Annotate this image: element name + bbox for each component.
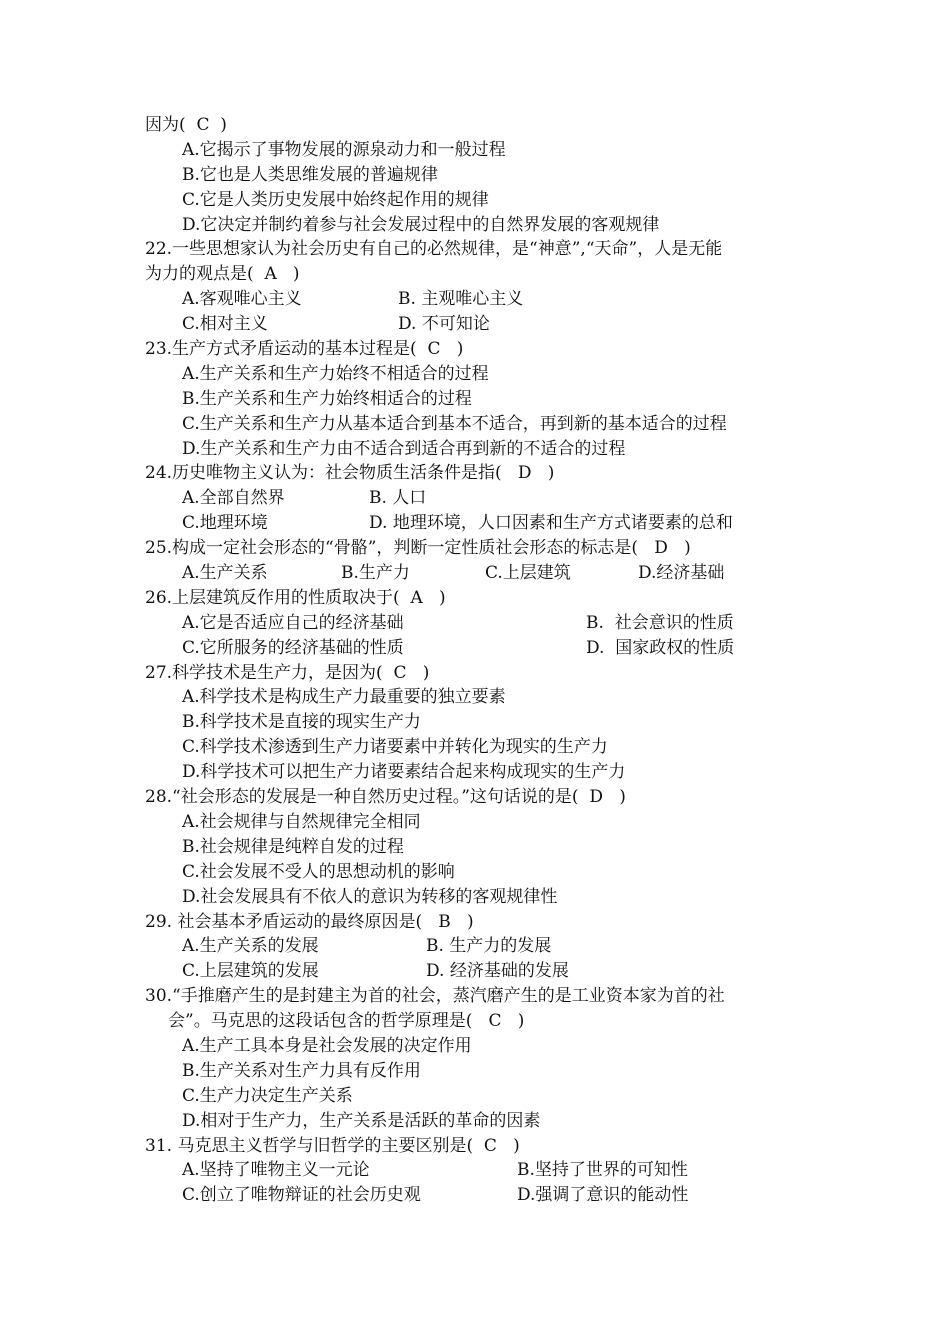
option-c: C.相对主义 xyxy=(182,314,268,335)
question-25-options-row xyxy=(145,561,825,586)
option-a: A.客观唯心主义 xyxy=(182,289,302,310)
option-d: D.强调了意识的能动性 xyxy=(517,1185,689,1206)
option-c: C.它所服务的经济基础的性质 xyxy=(182,637,404,658)
question-list xyxy=(145,113,825,1208)
question-29-stem: 29. 社会基本矛盾运动的最终原因是( B ) xyxy=(145,911,474,932)
question-24-options-row-2 xyxy=(145,511,825,536)
question-24-options-row-1 xyxy=(145,486,825,511)
option-a: A.坚持了唯物主义一元论 xyxy=(182,1160,370,1181)
option-d: D.生产关系和生产力由不适合到适合再到新的不适合的过程 xyxy=(182,438,626,459)
option-a: A.生产关系 xyxy=(182,563,268,584)
question-stem-continuation: 因为( C ) xyxy=(145,115,227,135)
option-a: A.科学技术是构成生产力最重要的独立要素 xyxy=(182,687,506,708)
option-b: B. 主观唯心主义 xyxy=(398,289,524,310)
option-b: B. 生产力的发展 xyxy=(426,936,552,957)
option-c: C.科学技术渗透到生产力诸要素中并转化为现实的生产力 xyxy=(182,737,608,758)
question-22-options-row-1 xyxy=(145,287,825,312)
option-a: A.它是否适应自己的经济基础 xyxy=(182,612,404,633)
question-26-options-row-1 xyxy=(145,611,825,636)
option-c: C.它是人类历史发展中始终起作用的规律 xyxy=(182,189,489,210)
option-a: A.社会规律与自然规律完全相同 xyxy=(182,811,421,832)
option-b: B.生产关系对生产力具有反作用 xyxy=(182,1060,421,1081)
option-b: B.生产力 xyxy=(341,563,410,584)
option-b: B. 人口 xyxy=(369,488,427,509)
option-b: B.坚持了世界的可知性 xyxy=(517,1160,688,1181)
option-c: C.上层建筑的发展 xyxy=(182,961,319,982)
question-30-stem: 30.“手推磨产生的是封建主为首的社会，蒸汽磨产生的是工业资本家为首的社 xyxy=(145,986,725,1007)
option-a: A.生产工具本身是社会发展的决定作用 xyxy=(182,1035,472,1056)
option-c: C.上层建筑 xyxy=(485,563,571,584)
question-24-stem: 24.历史唯物主义认为：社会物质生活条件是指( D ) xyxy=(145,463,555,484)
option-c: C.创立了唯物辩证的社会历史观 xyxy=(182,1185,421,1206)
question-25-stem: 25.构成一定社会形态的“骨骼”，判断一定性质社会形态的标志是( D ) xyxy=(145,538,691,559)
option-b: B.它也是人类思维发展的普遍规律 xyxy=(182,164,438,185)
option-d: D.它决定并制约着参与社会发展过程中的自然界发展的客观规律 xyxy=(182,214,660,235)
option-d: D. 经济基础的发展 xyxy=(426,961,569,982)
option-a: A.生产关系的发展 xyxy=(182,936,319,957)
question-22-stem-continuation: 为力的观点是( A ) xyxy=(145,264,300,285)
question-26-options-row-2 xyxy=(145,636,825,661)
option-b: B.生产关系和生产力始终相适合的过程 xyxy=(182,388,472,409)
option-b: B. 社会意识的性质 xyxy=(586,612,734,633)
option-d: D.社会发展具有不依人的意识为转移的客观规律性 xyxy=(182,886,558,907)
option-b: B.社会规律是纯粹自发的过程 xyxy=(182,836,404,857)
option-d: D. 地理环境，人口因素和生产方式诸要素的总和 xyxy=(369,513,733,534)
option-d: D.经济基础 xyxy=(638,563,725,584)
question-27-stem: 27.科学技术是生产力，是因为( C ) xyxy=(145,662,430,683)
question-28-stem: 28.“社会形态的发展是一种自然历史过程。”这句话说的是( D ) xyxy=(145,787,626,808)
option-d: D. 国家政权的性质 xyxy=(586,637,735,658)
option-d: D.科学技术可以把生产力诸要素结合起来构成现实的生产力 xyxy=(182,762,626,783)
option-c: C.社会发展不受人的思想动机的影响 xyxy=(182,861,455,882)
option-c: C.地理环境 xyxy=(182,513,268,534)
question-31-options-row-2 xyxy=(145,1183,825,1208)
option-a: A.全部自然界 xyxy=(182,488,285,509)
option-a: A.它揭示了事物发展的源泉动力和一般过程 xyxy=(182,139,506,160)
option-b: B.科学技术是直接的现实生产力 xyxy=(182,712,421,733)
option-c: C.生产力决定生产关系 xyxy=(182,1085,353,1106)
option-c: C.生产关系和生产力从基本适合到基本不适合，再到新的基本适合的过程 xyxy=(182,413,727,434)
question-31-stem: 31. 马克思主义哲学与旧哲学的主要区别是( C ) xyxy=(145,1135,520,1156)
question-23-stem: 23.生产方式矛盾运动的基本过程是( C ) xyxy=(145,339,464,360)
question-22-options-row-2 xyxy=(145,312,825,337)
question-29-options-row-2 xyxy=(145,959,825,984)
question-29-options-row-1 xyxy=(145,934,825,959)
option-d: D. 不可知论 xyxy=(398,314,490,335)
question-31-options-row-1 xyxy=(145,1158,825,1183)
question-30-stem-continuation: 会”。马克思的这段话包含的哲学原理是( C ) xyxy=(168,1011,525,1032)
question-22-stem: 22.一些思想家认为社会历史有自己的必然规律，是“神意”,“天命”，人是无能 xyxy=(145,239,723,260)
question-26-stem: 26.上层建筑反作用的性质取决于( A ) xyxy=(145,587,446,608)
option-d: D.相对于生产力，生产关系是活跃的革命的因素 xyxy=(182,1110,541,1131)
option-a: A.生产关系和生产力始终不相适合的过程 xyxy=(182,363,489,384)
